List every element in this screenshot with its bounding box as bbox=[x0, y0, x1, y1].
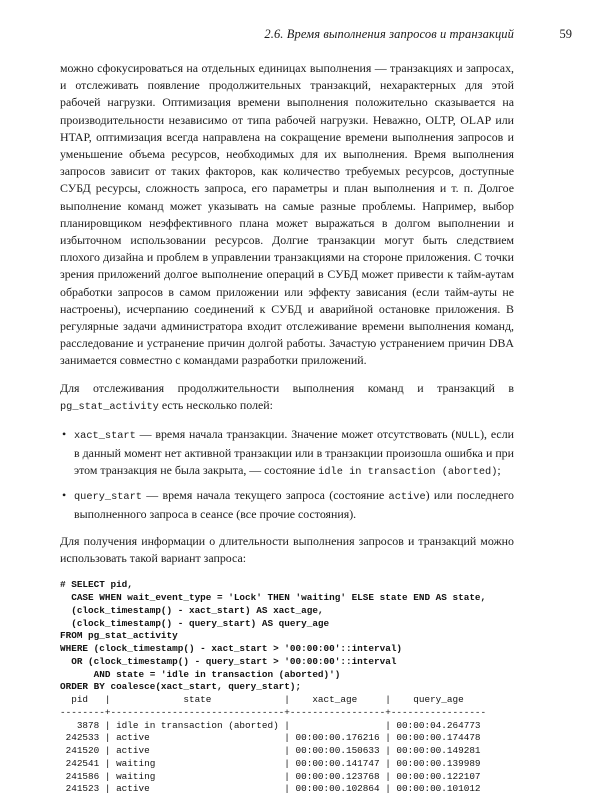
page-number: 59 bbox=[559, 27, 572, 41]
result-separator: --------+-------------------------------+-----------------+----------------- bbox=[60, 706, 487, 718]
paragraph-2-text: Для отслеживания продолжительности выполнения команд и транзакций в bbox=[60, 380, 514, 395]
page-header bbox=[0, 22, 600, 42]
code-listing bbox=[60, 579, 514, 796]
field-item-xact-start bbox=[74, 426, 514, 482]
body-text bbox=[60, 60, 514, 796]
result-row: 241520 | active | 00:00:00.150633 | 00:00:00.149281 bbox=[60, 745, 481, 757]
paragraph-2 bbox=[60, 380, 514, 416]
result-row: 3878 | idle in transaction (aborted) | | 00:00:04.264773 bbox=[60, 719, 481, 731]
field-desc: ; bbox=[497, 463, 501, 478]
field-item-query-start bbox=[74, 487, 514, 523]
paragraph-2-text-after: есть несколько полей: bbox=[158, 397, 273, 412]
field-name: xact_start bbox=[74, 430, 136, 443]
field-list bbox=[60, 426, 514, 523]
paragraph-3: Для получения информации о длительности выполнения запросов и транзакций можно использовать такой вариант запроса: bbox=[60, 534, 514, 566]
result-row: 241523 | active | 00:00:00.102864 | 00:00:00.101012 bbox=[60, 783, 481, 795]
inline-code: NULL bbox=[455, 430, 481, 443]
field-name: query_start bbox=[74, 490, 142, 503]
field-desc: — время начала транзакции. Значение может отсутствовать ( bbox=[135, 427, 456, 442]
inline-code: idle in transaction (aborted) bbox=[318, 466, 498, 479]
result-row: 241586 | waiting | 00:00:00.123768 | 00:00:00.122107 bbox=[60, 770, 481, 782]
field-desc: — время начала текущего запроса (состояние bbox=[141, 487, 389, 502]
running-head: 2.6. Время выполнения запросов и транзакций bbox=[264, 27, 514, 41]
inline-code: active bbox=[388, 490, 426, 503]
result-row: 242541 | waiting | 00:00:00.141747 | 00:00:00.139989 bbox=[60, 757, 481, 769]
view-name-code: pg_stat_activity bbox=[60, 400, 159, 413]
result-row: 242533 | active | 00:00:00.176216 | 00:00:00.174478 bbox=[60, 732, 481, 744]
field-desc: ) или последнего выполненного запроса в сеансе (все прочие состояния). bbox=[74, 487, 514, 521]
sql-query: # SELECT pid, CASE WHEN wait_event_type = 'Lock' THEN 'waiting' ELSE state END AS state, (clock_timestamp() - xact_start) AS xact_age, (clock_timestamp() - query_start) AS query_age FROM pg_stat_activity WHERE (clock_timestamp() - xact_start > '00:00:00'::interval) OR (clock_timestamp() - query_start > '00:00:00'::interval AND state = 'idle in transaction (aborted)') ORDER BY coalesce(xact_start, query_start); bbox=[60, 579, 487, 693]
field-desc: ), если в данный момент нет активной транзакции или в транзакции произошла ошибка и при этом транзакция не была закрыта, — состояние bbox=[74, 427, 514, 478]
result-header: pid | state | xact_age | query_age bbox=[60, 694, 464, 706]
paragraph-1: можно сфокусироваться на отдельных единицах выполнения — транзакциях и запросах, и отслеживать появление продолжительных транзакций, нехарактерных для этой рабочей нагрузки. Оптимизация времени выполнения положительно сказывается на производительности независимо от типа рабочей нагрузки. Неважно, OLTP, OLAP или HTAP, оптимизация всегда направлена на сокращение времени выполнения запросов и уменьшение объема ресурсов, необходимых для их выполнения. Время выполнения запросов зависит от таких факторов, как количество требуемых ресурсов, доступные СУБД ресурсы, сложность запроса, его параметры и план выполнения и т. п. Долгое выполнение команд может указывать на самые разные проблемы. Например, выбор планировщиком неэффективного плана может выражаться в долгом выполнении и избыточном использовании ресурсов. Долгие транзакции могут быть следствием плохого дизайна и проблем в управлении транзакциями на стороне приложения. С точки зрения приложений долгое выполнение операций в СУБД может привести к тайм-аутам обработки запросов в самом приложении или эффекту зависания (если тайм-ауты не настроены), исчерпанию соединений к СУБД и аварийной остановке приложения. В регулярные задачи администратора входит отслеживание времени выполнения команд, расследование и устранение причин долгой работы. Зачастую устранением причин DBA занимается совместно с командами разработки приложений. bbox=[60, 61, 514, 368]
